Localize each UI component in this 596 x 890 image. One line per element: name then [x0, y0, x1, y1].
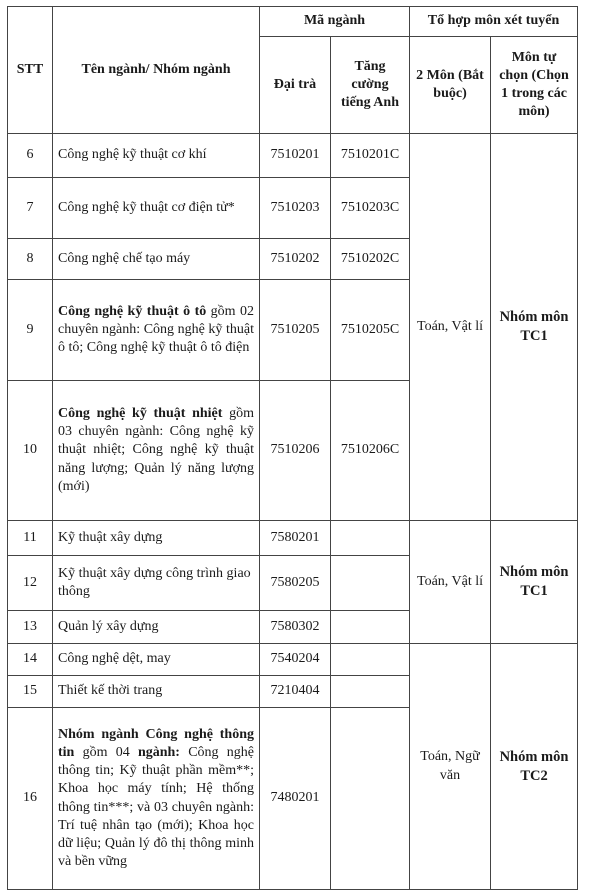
row-name: Kỹ thuật xây dựng công trình giao thông — [53, 556, 260, 611]
row-name: Kỹ thuật xây dựng — [53, 521, 260, 556]
row-code-en: 7510205C — [331, 280, 410, 381]
row-code-en — [331, 644, 410, 676]
row-name-bold: Công nghệ kỹ thuật ô tô — [58, 303, 207, 319]
row-code: 7580201 — [260, 521, 331, 556]
row-code: 7510205 — [260, 280, 331, 381]
row-stt: 14 — [8, 644, 53, 676]
row-code-en: 7510206C — [331, 381, 410, 521]
row-code-en — [331, 676, 410, 708]
header-tang-cuong: Tăng cường tiếng Anh — [331, 37, 410, 134]
row-stt: 6 — [8, 134, 53, 178]
row-name-bold: Nhóm ngành Công nghệ thông tin — [58, 726, 254, 760]
row-stt: 15 — [8, 676, 53, 708]
row-name: Công nghệ kỹ thuật cơ khí — [53, 134, 260, 178]
group-subjects: Toán, Ngữ văn — [410, 644, 491, 890]
row-name-bold: Công nghệ kỹ thuật nhiệt — [58, 406, 223, 422]
header-stt: STT — [8, 7, 53, 134]
group-elective: Nhóm môn TC1 — [491, 134, 578, 521]
row-code: 7540204 — [260, 644, 331, 676]
row-name-rest: Công nghệ thông tin; Kỹ thuật phần mềm**; Khoa học máy tính; Hệ thống thông tin***; và 03 chuyên ngành: Trí tuệ nhân tạo (mới); Khoa học dữ liệu; Quản lý đô thị thông minh và bền vững — [58, 744, 254, 870]
row-name-rest: gồm 02 chuyên ngành: Công nghệ kỹ thuật ô tô; Công nghệ kỹ thuật ô tô điện — [58, 303, 255, 356]
row-stt: 10 — [8, 381, 53, 521]
row-code-en: 7510203C — [331, 178, 410, 239]
row-code-en — [331, 611, 410, 644]
group-subjects: Toán, Vật lí — [410, 521, 491, 644]
header-tu-chon: Môn tự chọn (Chọn 1 trong các môn) — [491, 37, 578, 134]
row-code: 7480201 — [260, 708, 331, 890]
row-name: Công nghệ chế tạo máy — [53, 239, 260, 280]
row-stt: 16 — [8, 708, 53, 890]
row-code: 7580205 — [260, 556, 331, 611]
table-row — [8, 644, 578, 676]
table-row — [8, 134, 578, 178]
header-dai-tra: Đại trà — [260, 37, 331, 134]
row-stt: 12 — [8, 556, 53, 611]
header-to-hop: Tổ hợp môn xét tuyển — [410, 7, 578, 37]
row-stt: 11 — [8, 521, 53, 556]
row-name-bold2: ngành: — [137, 744, 180, 760]
row-code: 7510206 — [260, 381, 331, 521]
row-name — [53, 381, 260, 521]
group-subjects: Toán, Vật lí — [410, 134, 491, 521]
header-row-1 — [8, 7, 578, 37]
row-code: 7510201 — [260, 134, 331, 178]
row-name: Công nghệ dệt, may — [53, 644, 260, 676]
row-name: Công nghệ kỹ thuật cơ điện tử* — [53, 178, 260, 239]
row-code-en — [331, 521, 410, 556]
table-row — [8, 521, 578, 556]
row-code-en: 7510201C — [331, 134, 410, 178]
row-stt: 9 — [8, 280, 53, 381]
group-elective: Nhóm môn TC2 — [491, 644, 578, 890]
header-hai-mon: 2 Môn (Bắt buộc) — [410, 37, 491, 134]
group-elective: Nhóm môn TC1 — [491, 521, 578, 644]
row-name-mid: gồm 04 — [74, 744, 138, 760]
row-name-rest: gồm 03 chuyên ngành: Công nghệ kỹ thuật nhiệt; Công nghệ kỹ thuật năng lượng; Quản lý năng lượng (mới) — [58, 406, 255, 494]
row-code: 7580302 — [260, 611, 331, 644]
row-name — [53, 280, 260, 381]
admission-table — [7, 6, 578, 890]
row-name — [53, 708, 260, 890]
row-code-en — [331, 708, 410, 890]
row-name: Thiết kế thời trang — [53, 676, 260, 708]
row-code-en — [331, 556, 410, 611]
row-name: Quản lý xây dựng — [53, 611, 260, 644]
header-ma-nganh: Mã ngành — [260, 7, 410, 37]
row-stt: 7 — [8, 178, 53, 239]
row-code: 7210404 — [260, 676, 331, 708]
row-code-en: 7510202C — [331, 239, 410, 280]
row-code: 7510203 — [260, 178, 331, 239]
row-stt: 8 — [8, 239, 53, 280]
header-name: Tên ngành/ Nhóm ngành — [53, 7, 260, 134]
row-stt: 13 — [8, 611, 53, 644]
row-code: 7510202 — [260, 239, 331, 280]
